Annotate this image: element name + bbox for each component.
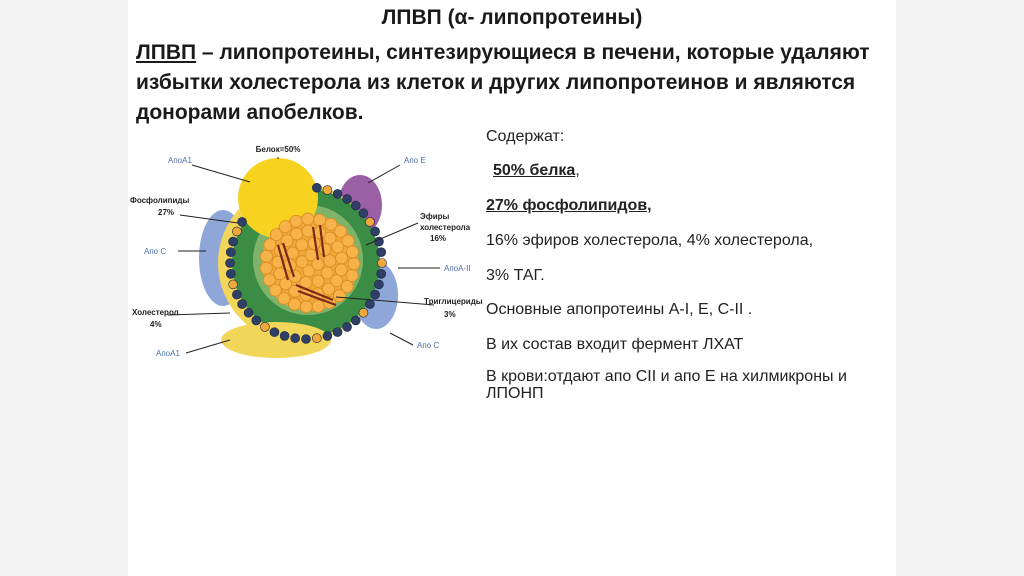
intro-paragraph (136, 38, 896, 128)
phospholipid-head (343, 195, 352, 204)
core-droplet (324, 255, 336, 267)
phospholipid-head (377, 269, 386, 278)
core-droplet (312, 300, 324, 312)
core-droplet (346, 270, 358, 282)
label-cholesterol-pct: 4% (150, 320, 162, 329)
phospholipid-head (226, 248, 235, 257)
phospholipid-head (377, 248, 386, 257)
core-droplet (269, 284, 281, 296)
phospholipid-head (351, 201, 360, 210)
phospholipid-head (232, 227, 241, 236)
core-droplet (260, 262, 272, 274)
phospholipid-head (244, 308, 253, 317)
label-protein: Белок=50% (255, 145, 301, 154)
fact-apoproteins: Основные апопротеины А-I, Е, С-II . (486, 301, 753, 318)
phospholipid-head (333, 189, 342, 198)
core-droplet (323, 283, 335, 295)
label-apoc-left: Апо С (144, 247, 167, 256)
phospholipid-head (365, 300, 374, 309)
phospholipid-head (371, 290, 380, 299)
core-droplet (296, 239, 308, 251)
label-apoc-right: Апо С (417, 341, 440, 350)
fact-protein-line (493, 162, 580, 180)
core-droplet (335, 264, 347, 276)
core-droplet (348, 258, 360, 270)
phospholipid-head (270, 328, 279, 337)
label-apoe: Апо Е (404, 156, 426, 165)
hdl-particle-svg (128, 135, 483, 385)
left-margin (0, 0, 128, 576)
fact-contains: Содержат: (486, 128, 565, 145)
core-droplet (290, 215, 302, 227)
slide (128, 0, 896, 576)
right-margin (896, 0, 1024, 576)
phospholipid-head (374, 280, 383, 289)
phospholipid-head (232, 290, 241, 299)
core-droplet (263, 274, 275, 286)
phospholipid-head (312, 334, 321, 343)
core-droplet (300, 301, 312, 313)
fact-blood: В крови:отдают апо СII и апо Е на хилмикроны и ЛПОНП (486, 368, 847, 402)
phospholipid-head (280, 331, 289, 340)
phospholipid-head (333, 328, 342, 337)
phospholipid-head (291, 334, 300, 343)
phospholipid-head (252, 316, 261, 325)
label-esters-1: Эфиры (420, 212, 450, 221)
phospholipid-head (260, 322, 269, 331)
phospholipid-head (229, 280, 238, 289)
fact-phospholipids: 27% фосфолипидов, (486, 197, 652, 214)
phospholipid-head (302, 335, 311, 344)
label-phospholipids-pct: 27% (158, 208, 175, 217)
fact-esters: 16% эфиров холестерола, 4% холестерола, (486, 232, 814, 249)
core-droplet (291, 228, 303, 240)
core-droplet (347, 246, 359, 258)
phospholipid-head (359, 209, 368, 218)
label-triglycerides: Триглицериды (424, 297, 483, 306)
phospholipid-head (226, 259, 235, 268)
phospholipid-head (371, 227, 380, 236)
core-droplet (336, 252, 348, 264)
phospholipid-head (351, 316, 360, 325)
phospholipid-head (365, 217, 374, 226)
phospholipid-head (312, 183, 321, 192)
intro-term: ЛПВП (136, 41, 197, 64)
fact-tag: 3% ТАГ. (486, 267, 545, 284)
label-apoa2: АпоА-II (444, 264, 471, 273)
fact-protein-suffix: , (575, 162, 580, 179)
phospholipid-head (323, 331, 332, 340)
phospholipid-head (323, 186, 332, 195)
slide-title: ЛПВП (α- липопротеины) (381, 6, 643, 29)
phospholipid-head (238, 300, 247, 309)
phospholipid-head (226, 269, 235, 278)
core-droplet (342, 235, 354, 247)
core-droplet (289, 298, 301, 310)
label-esters-2: холестерола (420, 223, 471, 232)
fact-enzyme: В их состав входит фермент ЛХАТ (486, 336, 744, 353)
label-triglycerides-pct: 3% (444, 310, 456, 319)
label-phospholipids: Фосфолипиды (130, 196, 190, 205)
core-droplet (302, 213, 314, 225)
label-apoa1-top: АпоА1 (168, 156, 192, 165)
fact-protein: 50% белка (493, 162, 576, 179)
label-apoa1-bottom: АпоА1 (156, 349, 180, 358)
phospholipid-head (343, 322, 352, 331)
core-droplet (332, 241, 344, 253)
core-droplet (312, 275, 324, 287)
phospholipid-head (359, 308, 368, 317)
phospholipid-head (238, 217, 247, 226)
label-esters-pct: 16% (430, 234, 447, 243)
phospholipid-head (378, 259, 387, 268)
label-cholesterol: Холестерол (132, 308, 179, 317)
core-droplet (302, 225, 314, 237)
intro-text: – липопротеины, синтезирующиеся в печени, которые удаляют избытки холестерола из клеток и других липопротеинов и являются донорами апобелков. (136, 41, 870, 124)
phospholipid-head (229, 237, 238, 246)
hdl-particle-diagram (128, 135, 483, 385)
core-droplet (261, 250, 273, 262)
core-droplet (319, 244, 331, 256)
core-droplet (314, 214, 326, 226)
core-droplet (279, 221, 291, 233)
